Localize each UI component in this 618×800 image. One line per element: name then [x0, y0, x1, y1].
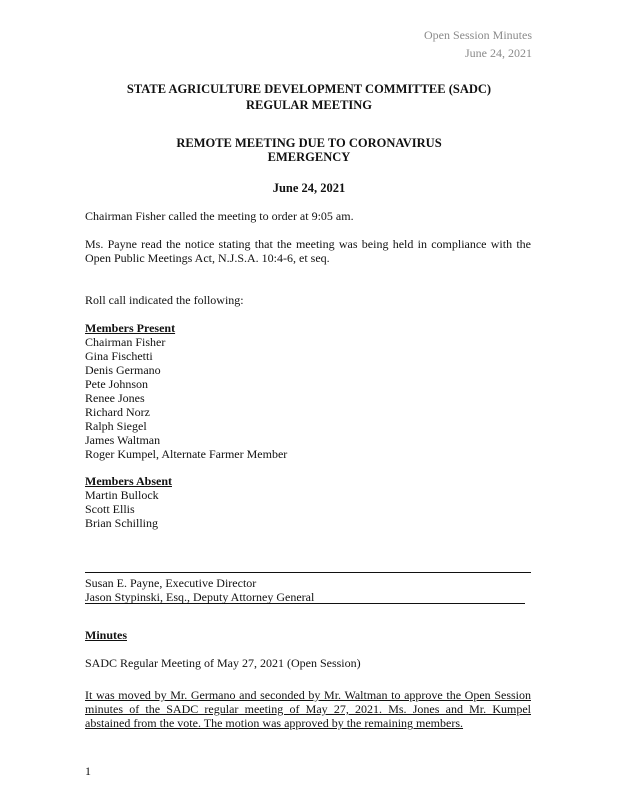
list-item: Renee Jones	[85, 391, 145, 405]
staff-executive-director: Susan E. Payne, Executive Director	[85, 576, 257, 590]
header-date: June 24, 2021	[465, 46, 532, 60]
staff-bottom-rule	[85, 603, 525, 604]
list-item: Martin Bullock	[85, 488, 159, 502]
page-number: 1	[85, 764, 91, 778]
list-item: Chairman Fisher	[85, 335, 166, 349]
minutes-subject: SADC Regular Meeting of May 27, 2021 (Open Session)	[85, 656, 361, 670]
remote-notice-line-2: EMERGENCY	[267, 150, 351, 164]
list-item: Roger Kumpel, Alternate Farmer Member	[85, 447, 288, 461]
list-item: Denis Germano	[85, 363, 161, 377]
list-item: James Waltman	[85, 433, 161, 447]
motion-paragraph: It was moved by Mr. Germano and seconded by Mr. Waltman to approve the Open Session minutes of the SADC regular meeting of May 27, 2021. Ms. Jones and Mr. Kumpel abstained from the vote. The motion was approved by the remaining members.	[85, 688, 531, 730]
staff-top-rule	[85, 572, 531, 573]
members-absent-heading: Members Absent	[85, 474, 172, 488]
list-item: Pete Johnson	[85, 377, 148, 391]
notice-paragraph: Ms. Payne read the notice stating that the meeting was being held in compliance with the Open Public Meetings Act, N.J.S.A. 10:4-6, et seq.	[85, 237, 531, 265]
members-present-heading: Members Present	[85, 321, 176, 335]
staff-deputy-attorney-general: Jason Stypinski, Esq., Deputy Attorney General	[85, 590, 315, 604]
members-present-list	[85, 335, 287, 461]
meeting-type: REGULAR MEETING	[245, 98, 373, 112]
list-item: Scott Ellis	[85, 502, 135, 516]
list-item: Richard Norz	[85, 405, 150, 419]
minutes-heading: Minutes	[85, 628, 127, 642]
roll-call-paragraph: Roll call indicated the following:	[85, 293, 244, 307]
list-item: Brian Schilling	[85, 516, 158, 530]
list-item: Ralph Siegel	[85, 419, 147, 433]
meeting-date: June 24, 2021	[272, 181, 346, 195]
members-absent-list	[85, 488, 159, 530]
list-item: Gina Fischetti	[85, 349, 153, 363]
call-to-order-paragraph: Chairman Fisher called the meeting to order at 9:05 am.	[85, 209, 354, 223]
header-document-label: Open Session Minutes	[424, 28, 532, 42]
remote-notice-line-1: REMOTE MEETING DUE TO CORONAVIRUS	[176, 136, 442, 150]
committee-title: STATE AGRICULTURE DEVELOPMENT COMMITTEE (SADC)	[126, 82, 492, 96]
